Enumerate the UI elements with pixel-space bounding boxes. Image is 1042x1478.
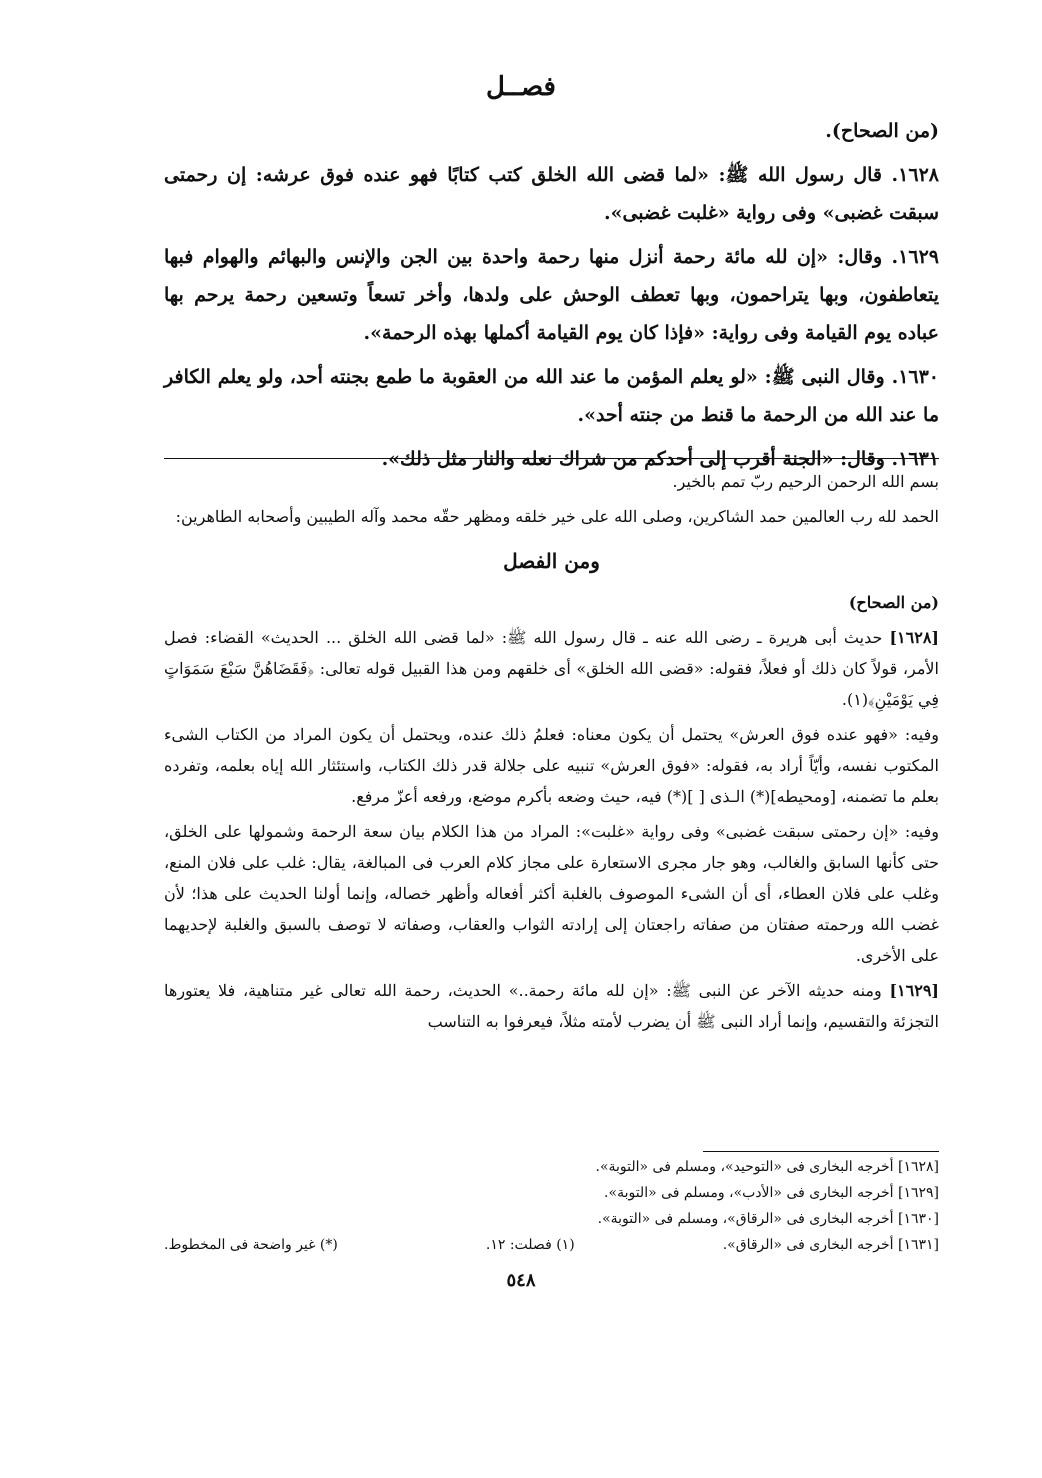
basmala: بسم الله الرحمن الرحيم ربّ تمم بالخير. [672, 472, 939, 491]
footnote-1630: [١٦٣٠] أخرجه البخارى فى «الرقاق»، ومسلم فى «التوبة». [597, 1211, 939, 1227]
footnote-divider [703, 1151, 939, 1152]
commentary-source-label: (من الصحاح) [848, 593, 939, 612]
commentary-heading: ومن الفصل [503, 549, 600, 573]
section-divider [164, 458, 939, 459]
commentary-1628-a [164, 622, 939, 715]
hadith-number: ١٦٣٠ [898, 366, 940, 388]
footnote-1629: [١٦٢٩] أخرجه البخارى فى «الأدب»، ومسلم فى «التوبة». [604, 1185, 939, 1201]
hadith-text: وقال: «الجنة أقرب إلى أحدكم من شراك نعله والنار مثل ذلك». [381, 448, 885, 470]
hamd-paragraph: الحمد لله رب العالمين حمد الشاكرين، وصلى الله على خير خلقه ومظهر حقّه محمد وآله الطيبين وأصحابه الطاهرين: [175, 507, 939, 526]
footnote-1631: [١٦٣١] أخرجه البخارى فى «الرقاق». [722, 1237, 939, 1253]
commentary-text: حديث أبى هريرة ـ رضى الله عنه ـ قال رسول الله ﷺ: «لما قضى الله الخلق ... الحديث» القضاء: فصل الأمر، قولاً كان ذلك أو فعلاً، فقوله: «قضى الله الخلق» أى خلقهم ومن هذا القبيل قوله تعالى: ﴿فَقَضَاهُنَّ سَبْعَ سَمَوَاتٍ فِي يَوْمَيْنِ﴾(١). [164, 628, 940, 709]
main-source-label: (من الصحاح). [825, 120, 939, 142]
commentary-section [164, 466, 939, 1041]
footnote-star: (*) غير واضحة فى المخطوط. [164, 1237, 338, 1253]
hadith-1631: ١٦٣١. وقال: «الجنة أقرب إلى أحدكم من شراك نعله والنار مثل ذلك». [381, 448, 939, 470]
hadith-text: وقال: «إن لله مائة رحمة أنزل منها رحمة واحدة بين الجن والإنس والبهائم والهوام فبها يتعاطفون، وبها يتراحمون، وبها تعطف الوحش على ولدها، وأخر تسعاً وتسعين رحمة يرحم بها عباده يوم القيامة وفى رواية: «فإذا كان يوم القيامة أكملها بهذه الرحمة». [164, 246, 939, 344]
footnote-1628: [١٦٢٨] أخرجه البخارى فى «التوحيد»، ومسلم فى «التوبة». [595, 1159, 939, 1175]
hadith-text: قال رسول الله ﷺ: «لما قضى الله الخلق كتب كتابًا فهو عنده فوق عرشه: إن رحمتى سبقت غضبى» وفى رواية «غلبت غضبى». [164, 164, 939, 224]
hadith-text: وقال النبى ﷺ: «لو يعلم المؤمن ما عند الله من العقوبة ما طمع بجنته أحد، ولو يعلم الكافر ما عند الله من الرحمة ما قنط من جنته أحد». [164, 366, 939, 426]
commentary-1628-c: وفيه: «إن رحمتى سبقت غضبى» وفى رواية «غلبت»: المراد من هذا الكلام بيان سعة الرحمة وشمولها على الخلق، حتى كأنها السابق والغالب، وهو جار مجرى الاستعارة على مجاز كلام العرب فى المبالغة، يقال: غلب على فلان المنع، وغلب على فلان العطاء، أى أن الشىء الموصوف بالغلبة أكثر أفعاله وأظهر خصاله، وإنما أولنا الحديث على هذا؛ لأن غضب الله ورحمته صفتان من صفاته راجعتان إلى إرادته الثواب والعقاب، وصفاته لا توصف بالسبق والغلبة لإحديهما على الأخرى. [164, 822, 940, 965]
page-number: ٥٤٨ [506, 1270, 536, 1291]
hadith-number: ١٦٣١ [898, 448, 939, 470]
hadith-number: ١٦٢٨ [898, 164, 939, 186]
footnote-quran-ref: (١) فصلت: ١٢. [485, 1237, 575, 1253]
footnote-last-row [164, 1232, 939, 1258]
footnotes [164, 1154, 939, 1258]
hadith-1628: ١٦٢٨. قال رسول الله ﷺ: «لما قضى الله الخلق كتب كتابًا فهو عنده فوق عرشه: إن رحمتى سبقت غضبى» وفى رواية «غلبت غضبى». [164, 164, 939, 224]
main-hadith-text [164, 112, 939, 484]
hadith-1629: ١٦٢٩. وقال: «إن لله مائة رحمة أنزل منها رحمة واحدة بين الجن والإنس والبهائم والهوام فبها يتعاطفون، وبها يتراحمون، وبها تعطف الوحش على ولدها، وأخر تسعاً وتسعين رحمة يرحم بها عباده يوم القيامة وفى رواية: «فإذا كان يوم القيامة أكملها بهذه الرحمة». [164, 246, 939, 344]
commentary-number: [١٦٢٨] [889, 628, 939, 647]
hadith-1630: ١٦٣٠. وقال النبى ﷺ: «لو يعلم المؤمن ما عند الله من العقوبة ما طمع بجنته أحد، ولو يعلم الكافر ما عند الله من الرحمة ما قنط من جنته أحد». [164, 366, 940, 426]
hadith-number: ١٦٢٩ [898, 246, 939, 268]
commentary-1628-b: وفيه: «فهو عنده فوق العرش» يحتمل أن يكون معناه: فعلمُ ذلك عنده، ويحتمل أن يكون المراد من الكتاب الشىء المكتوب نفسه، وأيّاً أراد به، فقوله: «فوق العرش» تنبيه على جلالة قدر ذلك الكتاب، واستئثار الله إياه بعلمه، وتفرده بعلم ما تضمنه، [ومحيطه](*) الـذى [ ](*) فيه، حيث وضعه بأكرم موضع، ورفعه أعزّ مرفع. [164, 725, 940, 806]
chapter-heading: فصــل [486, 72, 556, 102]
commentary-number: [١٦٢٩] [889, 981, 939, 1000]
commentary-1629 [164, 975, 939, 1037]
commentary-text: ومنه حديثه الآخر عن النبى ﷺ: «إن لله مائة رحمة..» الحديث، رحمة الله تعالى غير متناهية، فلا يعتورها التجزئة والتقسيم، وإنما أراد النبى ﷺ أن يضرب لأمته مثلاً، فيعرفوا به التناسب [164, 981, 939, 1031]
